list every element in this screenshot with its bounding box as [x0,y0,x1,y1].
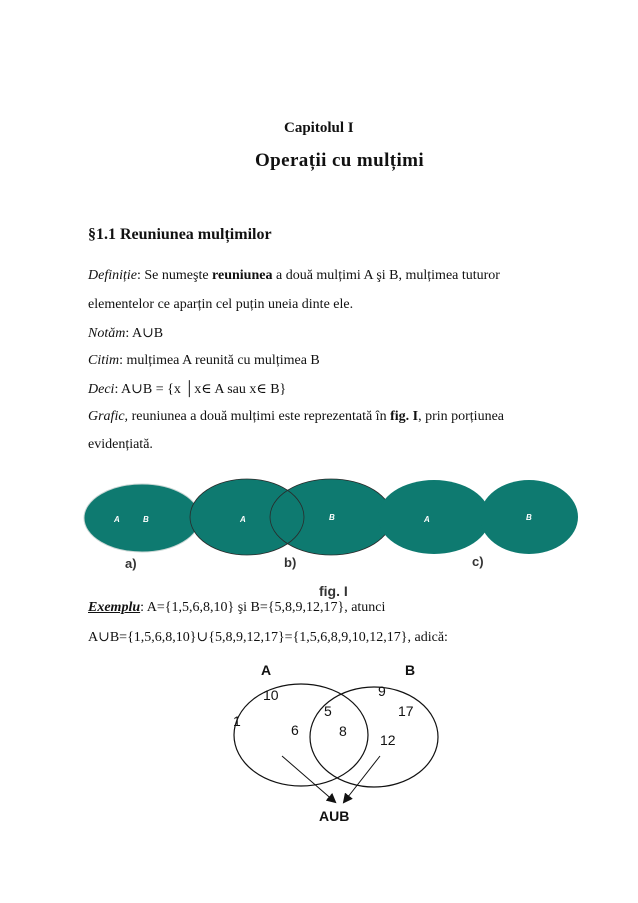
panel-c-set-a [378,480,490,554]
definition-text-2: a două mulțimi A şi B, mulțimea tuturor [272,268,500,283]
panel-c-caption: c) [472,554,484,569]
venn-diagram-example [220,656,450,828]
element-only-a: 10 [263,687,279,703]
set-a-circle [234,684,368,786]
graphic-line-1 [88,409,504,425]
graphic-text-1: reuniunea a două mulțimi este reprezentată în [128,409,391,424]
example-line-1 [88,600,385,616]
definition-label: Definiție [88,268,137,283]
example-line-2: A∪B={1,5,6,8,10}∪{5,8,9,12,17}={1,5,6,8,9,10,12,17}, adică: [88,630,448,645]
section-heading: §1.1 Reuniunea mulțimilor [88,226,272,243]
panel-c-label-a: A [424,515,430,524]
panel-a-set [84,484,200,552]
panel-a-caption: a) [125,556,137,571]
conclusion-text: : A∪B = {x │x∈ A sau x∈ B} [114,382,287,397]
page-title: Operații cu mulțimi [255,150,425,171]
panel-c-label-b: B [526,513,532,522]
reading-line [88,353,320,369]
union-label: AUB [319,808,350,824]
set-a-label: A [261,662,272,678]
set-b-label: B [405,662,416,678]
reading-label: Citim [88,353,120,368]
element-only-b: 9 [378,683,386,699]
panel-b-label-a: A [240,515,246,524]
element-only-b: 17 [398,703,414,719]
graphic-line-2: evidențiată. [88,437,153,452]
notation-line [88,325,163,342]
set-b-circle [310,687,438,787]
chapter-heading: Capitolul I [284,120,354,136]
graphic-label: Grafic, [88,409,129,424]
conclusion-line [88,381,286,398]
panel-a-label-a: A [114,515,120,524]
element-both: 5 [324,703,332,719]
reading-text: : mulțimea A reunită cu mulțimea B [119,353,320,368]
definition-term: reuniunea [212,268,273,283]
example-text-1: : A={1,5,6,8,10} şi B={5,8,9,12,17}, atunci [140,600,386,615]
definition-text-1: : Se numeşte [137,268,213,283]
element-only-b: 12 [380,732,396,748]
example-label: Exemplu [88,600,141,615]
venn-figure-1 [80,473,580,603]
element-only-a: 6 [291,722,299,738]
arrow-from-b [344,756,380,802]
conclusion-label: Deci [88,382,115,397]
definition-line-2: elementelor ce aparțin cel puțin uneia dinte ele. [88,297,354,312]
figure-caption: fig. I [319,583,348,599]
graphic-text-2: , prin porțiunea [418,409,504,424]
arrow-from-a [282,756,335,802]
definition-line-1 [88,268,500,284]
notation-text: : A∪B [125,326,164,341]
panel-b-label-b: B [329,513,335,522]
graphic-fig-ref: fig. I [390,409,419,424]
panel-a-label-b: B [143,515,149,524]
notation-label: Notăm [88,326,126,341]
element-only-a: 1 [233,713,241,729]
element-both: 8 [339,723,347,739]
panel-b-caption: b) [284,555,297,570]
